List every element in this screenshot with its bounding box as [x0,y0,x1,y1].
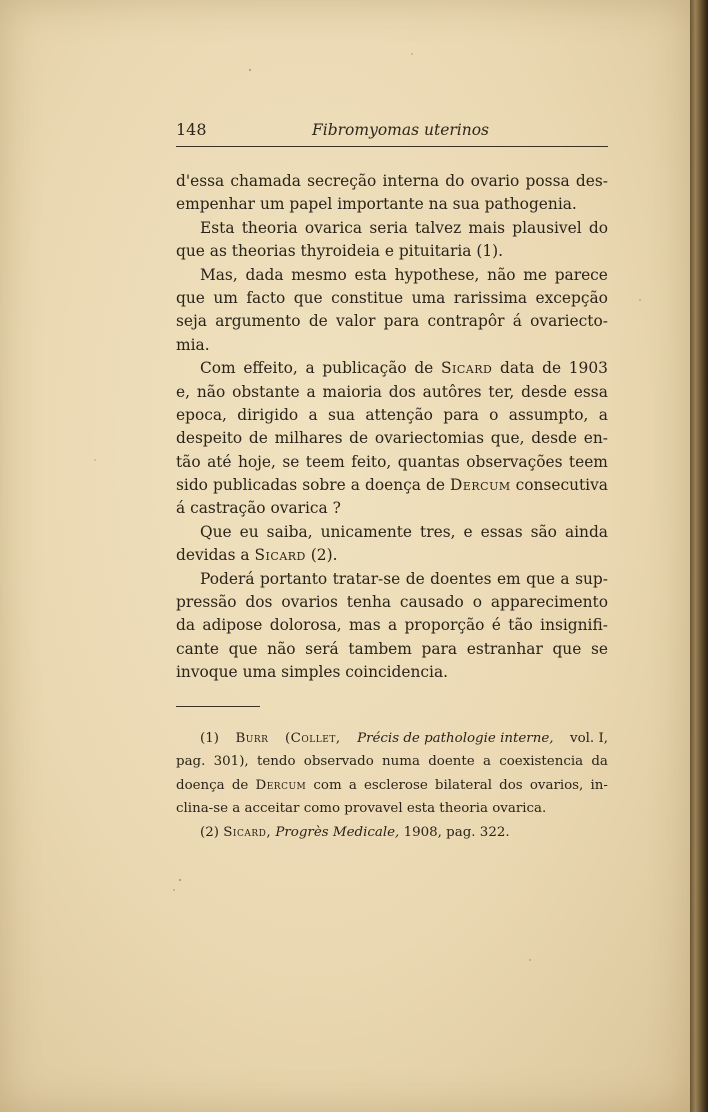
running-header [176,118,608,147]
text-line: da adipose dolorosa, mas a proporção é tão insignifi- [176,616,608,635]
text-line: que as theorias thyroideia e pituitaria (1). [176,242,504,261]
text-line: sido publicadas sobre a doença de Dercum consecutiva [176,474,608,497]
text-line: seja argumento de valor para contrapôr á ovariecto- [176,312,608,331]
footnote-line: clina-se a acceitar como provavel esta theoria ovarica. [176,801,547,817]
text-line: d'essa chamada secreção interna do ovario possa des- [176,172,608,190]
author-name: (Collet, [284,731,341,746]
text-line: á castração ovarica ? [176,499,341,518]
footnote-line: (2) Sicard, Progrès Medicale, 1908, pag. 322. [176,822,608,845]
text-line: cante que não será tambem para estranhar que se [176,639,608,658]
running-title: Fibromyomas uterinos [312,121,490,139]
author-name: Dercum [450,476,511,495]
text-line: tão até hoje, se teem feito, quantas observações teem [176,452,608,471]
author-name: Sicard [254,546,306,565]
footnotes [176,728,608,845]
author-name: Dercum [255,777,307,793]
text-line: invoque uma simples coincidencia. [176,663,449,682]
author-name: Burr [235,731,269,746]
text-line: Mas, dada mesmo esta hypothese, não me parece [200,265,608,284]
text-line: Com effeito, a publicação de Sicard data de 1903 [176,357,608,380]
author-name: Sicard, [223,824,272,840]
text-line: epoca, dirigido a sua attenção para o assumpto, a [176,405,608,424]
page-number: 148 [176,120,207,139]
text-line: despeito de milhares de ovariectomias que, desde en- [176,429,608,448]
journal-title: Progrès Medicale, [275,824,400,840]
book-title: Précis de pathologie interne, [357,731,554,746]
text-line: Esta theoria ovarica seria talvez mais plausivel do [200,218,608,237]
footnote-line: pag. 301), tendo observado numa doente a coexistencia da [176,754,608,770]
text-line: mia. [176,335,210,354]
text-line: pressão dos ovarios tenha causado o apparecimento [176,593,608,612]
text-line: Que eu saiba, unicamente tres, e essas são ainda [200,522,608,541]
author-name: Sicard [440,359,493,378]
text-line: empenhar um papel importante na sua pathogenia. [176,195,577,214]
text-line: e, não obstante a maioria dos autôres ter, desde essa [176,382,608,401]
page-edge [690,0,708,1112]
body-text [176,170,608,685]
text-line: que um facto que constitue uma rarissima excepção [176,288,608,307]
footnote-rule [176,706,260,707]
footnote-line: doença de Dercum com a esclerose bilateral dos ovarios, in- [176,775,608,798]
text-line: devidas a Sicard (2). [176,544,608,567]
footnote-line: (1) Burr (Collet, Précis de pathologie interne, vol. I, [176,728,608,751]
text-line: Poderá portanto tratar-se de doentes em que a sup- [200,569,608,588]
